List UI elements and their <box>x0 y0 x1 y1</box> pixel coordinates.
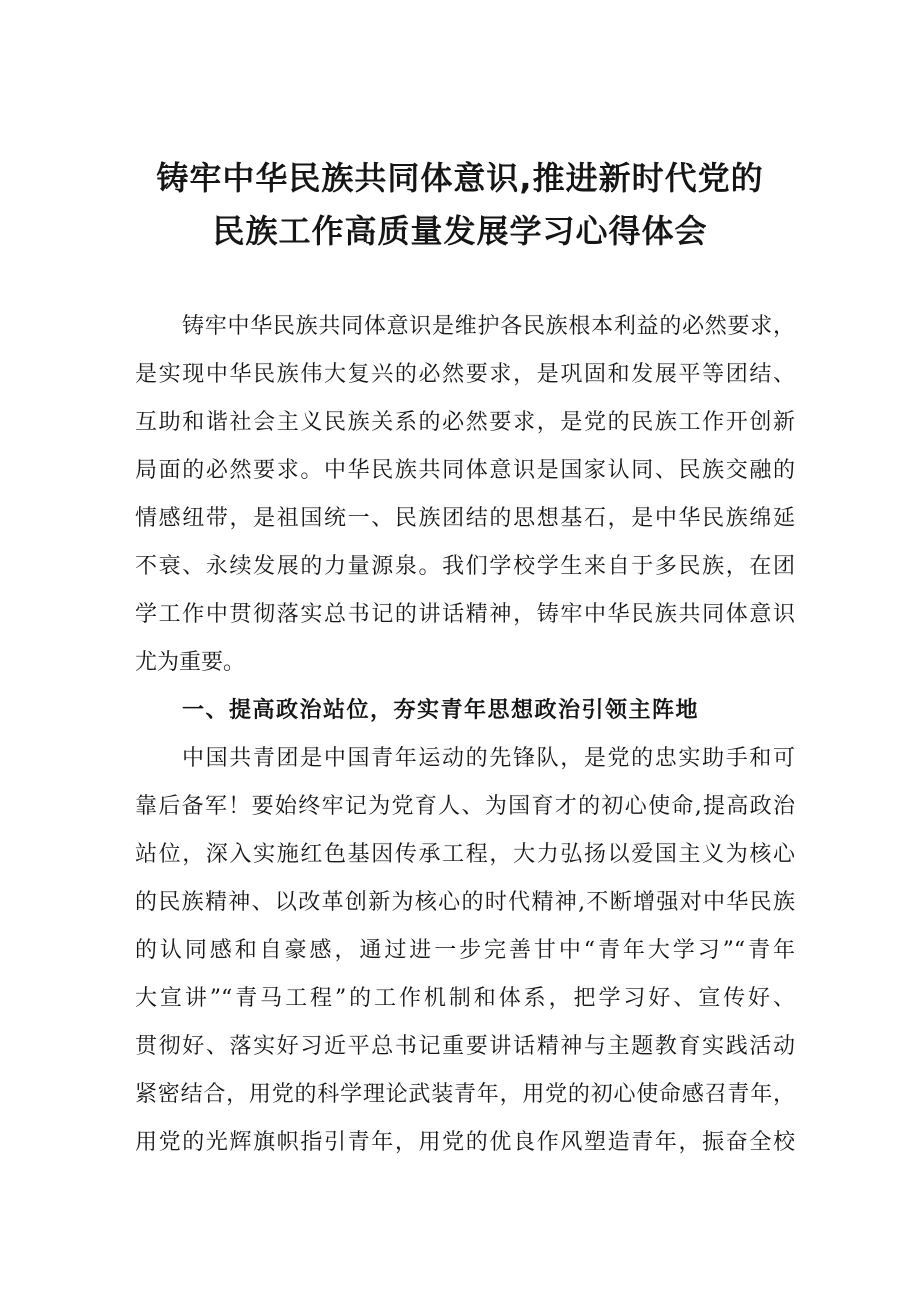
paragraph-line: 情感纽带，是祖国统一、民族团结的思想基石，是中华民族绵延 <box>135 506 795 531</box>
paragraph-intro <box>135 303 795 687</box>
paragraph-line: 的民族精神、以改革创新为核心的时代精神,不断增强对中华民族 <box>135 890 795 915</box>
paragraph-line: 用党的光辉旗帜指引青年，用党的优良作风塑造青年，振奋全校 <box>135 1130 795 1155</box>
paragraph-line: 互助和谐社会主义民族关系的必然要求，是党的民族工作开创新 <box>135 410 795 435</box>
paragraph-line: 的认同感和自豪感，通过进一步完善甘中“青年大学习”“青年 <box>135 938 795 963</box>
paragraph-section-1 <box>135 735 795 1167</box>
title-line-1: 铸牢中华民族共同体意识,推进新时代党的 <box>156 159 764 197</box>
paragraph-line: 大宣讲”“青马工程”的工作机制和体系，把学习好、宣传好、 <box>135 986 795 1011</box>
paragraph-line: 靠后备军！要始终牢记为党育人、为国育才的初心使命,提高政治 <box>135 794 795 819</box>
paragraph-line: 紧密结合，用党的科学理论武装青年，用党的初心使命感召青年， <box>135 1082 795 1107</box>
document-title <box>0 152 920 258</box>
paragraph-line: 不衰、永续发展的力量源泉。我们学校学生来自于多民族，在团 <box>135 554 795 579</box>
document-body <box>135 303 795 1167</box>
paragraph-line: 铸牢中华民族共同体意识是维护各民族根本利益的必然要求， <box>182 314 795 339</box>
paragraph-line: 站位，深入实施红色基因传承工程，大力弘扬以爱国主义为核心 <box>135 842 795 867</box>
paragraph-line: 中国共青团是中国青年运动的先锋队，是党的忠实助手和可 <box>182 746 795 771</box>
paragraph-line: 贯彻好、落实好习近平总书记重要讲话精神与主题教育实践活动 <box>135 1034 795 1059</box>
section-heading: 一、提高政治站位，夯实青年思想政治引领主阵地 <box>182 698 700 723</box>
paragraph-line: 学工作中贯彻落实总书记的讲话精神，铸牢中华民族共同体意识 <box>135 602 795 627</box>
title-line-2: 民族工作高质量发展学习心得体会 <box>212 212 708 250</box>
paragraph-line: 局面的必然要求。中华民族共同体意识是国家认同、民族交融的 <box>135 458 795 483</box>
paragraph-line: 尤为重要。 <box>135 650 246 675</box>
paragraph-line: 是实现中华民族伟大复兴的必然要求，是巩固和发展平等团结、 <box>135 362 795 387</box>
